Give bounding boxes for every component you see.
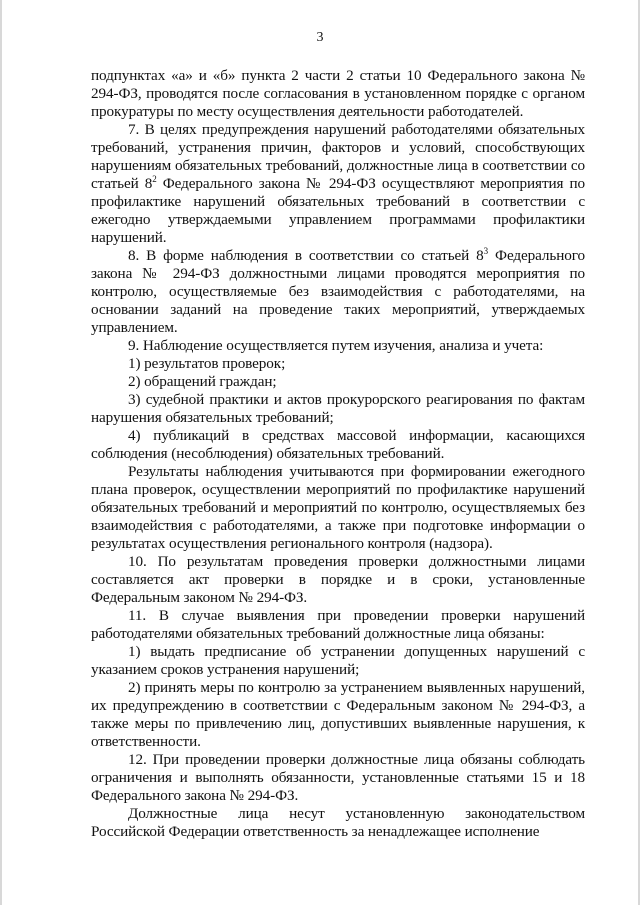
list-item: 3) судебной практики и актов прокурорского реагирования по фактам нарушения обязательных требований; — [91, 391, 585, 426]
paragraph-continuation: подпунктах «а» и «б» пункта 2 части 2 статьи 10 Федерального закона № 294-ФЗ, проводятся после согласования в установленном порядке с органом прокуратуры по месту осуществления деятельности работодателей. — [91, 67, 585, 120]
document-body — [91, 67, 585, 841]
paragraph-item-8: 8. В форме наблюдения в соответствии со статьей $8^3$ Федерального закона № 294-ФЗ должностными лицами проводятся мероприятия по контролю, осуществляемые без взаимодействия с работодателями, на основании заданий на проведение таких мероприятий, утверждаемых управлением. — [91, 246, 585, 336]
list-item: 1) результатов проверок; — [128, 355, 286, 372]
page-number: 3 — [316, 30, 324, 45]
scan-left-edge — [0, 0, 2, 905]
paragraph-item-7: 7. В целях предупреждения нарушений работодателями обязательных требований, устранения причин, факторов и условий, способствующих нарушениям обязательных требований, должностные лица в соответствии со статьей $8^2$ Федерального закона № 294-ФЗ осуществляют мероприятия по профилактике нарушений обязательных требований в соответствии с ежегодно утверждаемыми управлением программами профилактики нарушений. — [91, 121, 585, 246]
paragraph-item-10: 10. По результатам проведения проверки должностными лицами составляется акт проверки в порядке и в сроки, установленные Федеральным законом № 294-ФЗ. — [91, 553, 585, 606]
paragraph-item-11: 11. В случае выявления при проведении проверки нарушений работодателями обязательных требований должностные лица обязаны: — [91, 607, 585, 642]
list-item: 2) принять меры по контролю за устранением выявленных нарушений, их предупреждению в соответствии с Федеральным законом № 294-ФЗ, а также меры по привлечению лиц, допустивших выявленные нарушения, к ответственности. — [91, 679, 585, 750]
paragraph-responsibility: Должностные лица несут установленную законодательством Российской Федерации ответственность за ненадлежащее исполнение — [91, 805, 585, 840]
list-item: 4) публикаций в средствах массовой информации, касающихся соблюдения (несоблюдения) обязательных требований. — [91, 427, 585, 462]
list-item: 1) выдать предписание об устранении допущенных нарушений с указанием сроков устранения нарушений; — [91, 643, 585, 678]
paragraph-observation-results: Результаты наблюдения учитываются при формировании ежегодного плана проверок, осуществлении мероприятий по профилактике нарушений обязательных требований и мероприятий по контролю, осуществляемых без взаимодействия с работодателями, а также при подготовке информации о результатах осуществления регионального контроля (надзора). — [91, 463, 585, 552]
list-item: 2) обращений граждан; — [128, 373, 277, 390]
paragraph-item-9: 9. Наблюдение осуществляется путем изучения, анализа и учета: — [128, 337, 544, 354]
paragraph-item-12: 12. При проведении проверки должностные лица обязаны соблюдать ограничения и выполнять обязанности, установленные статьями 15 и 18 Федерального закона № 294-ФЗ. — [91, 751, 585, 804]
